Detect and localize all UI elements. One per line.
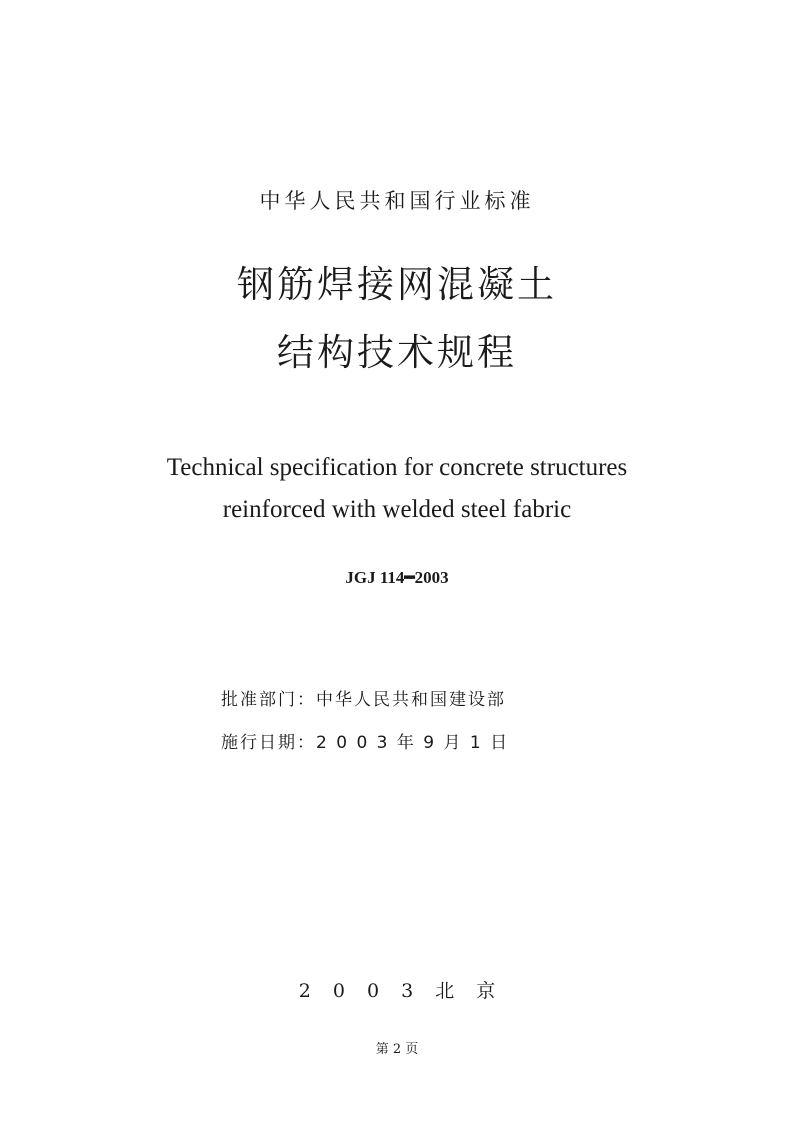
effective-date: 施行日期：2 0 0 3 年 9 月 1 日 — [221, 733, 510, 753]
chinese-title-line-2: 结构技术规程 — [277, 331, 517, 374]
approval-department: 批准部门：中华人民共和国建设部 — [221, 690, 506, 710]
english-title-line-2: reinforced with welded steel fabric — [222, 496, 572, 523]
standard-category: 中华人民共和国行业标准 — [259, 189, 535, 213]
english-title-line-1: Technical specification for concrete structures — [166, 454, 628, 481]
standard-code: JGJ 114━2003 — [345, 568, 449, 587]
publication-info: 2 0 0 3 北 京 — [298, 980, 496, 1002]
page-number: 第 2 页 — [375, 1042, 419, 1057]
chinese-title-line-1: 钢筋焊接网混凝土 — [237, 263, 557, 306]
